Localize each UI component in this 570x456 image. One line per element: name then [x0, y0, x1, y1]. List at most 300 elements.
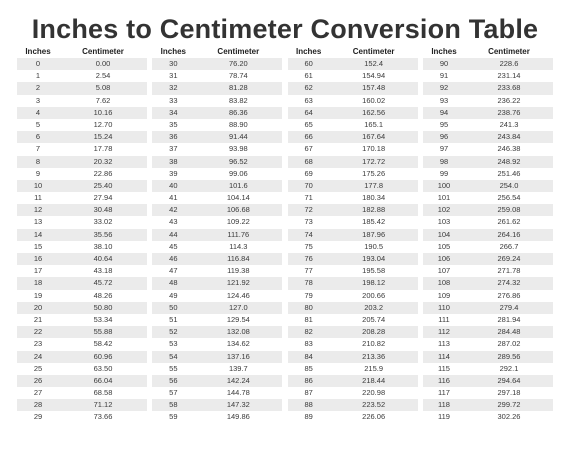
table-row [423, 338, 553, 350]
centimeter-cell: 25.40 [93, 180, 113, 190]
inches-cell: 47 [169, 266, 178, 276]
centimeter-cell: 22.86 [93, 168, 113, 178]
table-row [288, 399, 418, 411]
table-row [288, 180, 418, 192]
table-row [423, 302, 553, 314]
table-row [17, 107, 147, 119]
table-row [423, 180, 553, 192]
table-row [288, 338, 418, 350]
inches-cell: 119 [438, 412, 450, 422]
inches-cell: 117 [438, 388, 450, 398]
table-row [423, 411, 553, 423]
conversion-block [152, 46, 282, 438]
inches-cell: 18 [33, 278, 43, 288]
inches-cell: 84 [304, 351, 313, 361]
inches-cell: 14 [33, 229, 43, 239]
table-row [288, 70, 418, 82]
table-row [288, 290, 418, 302]
centimeter-cell: 119.38 [227, 266, 250, 276]
table-row [152, 95, 282, 107]
table-row [17, 277, 147, 289]
inches-cell: 7 [35, 144, 41, 154]
table-row [288, 265, 418, 277]
table-row [288, 277, 418, 289]
centimeter-cell: 193.04 [362, 254, 386, 263]
table-header-row [17, 46, 147, 58]
inches-cell: 31 [169, 71, 178, 81]
centimeter-cell: 220.98 [362, 388, 386, 398]
inches-cell: 118 [438, 400, 450, 410]
inches-cell: 24 [33, 351, 43, 361]
centimeter-cell: 109.22 [226, 217, 250, 227]
centimeter-cell: 68.58 [93, 388, 113, 398]
inches-cell: 61 [304, 71, 313, 81]
table-row [17, 131, 147, 143]
inches-cell: 5 [35, 119, 41, 129]
centimeter-cell: 134.62 [226, 339, 250, 349]
table-row [17, 302, 147, 314]
centimeter-cell: 167.64 [362, 132, 386, 142]
centimeter-cell: 154.94 [362, 71, 386, 81]
table-row [288, 351, 418, 363]
table-row [423, 399, 553, 411]
centimeter-cell: 223.52 [362, 400, 386, 410]
inches-cell: 52 [169, 327, 178, 337]
centimeter-cell: 20.32 [93, 156, 113, 166]
centimeter-cell: 93.98 [228, 144, 248, 154]
table-row [423, 119, 553, 131]
inches-cell: 105 [437, 241, 451, 251]
inches-cell: 64 [304, 107, 313, 117]
table-row [17, 229, 147, 241]
table-row [288, 253, 418, 265]
centimeter-cell: 101.6 [228, 180, 248, 190]
table-row [152, 387, 282, 399]
inches-cell: 80 [304, 302, 313, 312]
centimeter-cell: 266.7 [499, 241, 519, 251]
table-row [152, 399, 282, 411]
table-row [152, 192, 282, 204]
inches-cell: 40 [169, 180, 178, 190]
centimeter-cell: 233.68 [497, 83, 521, 93]
centimeter-cell: 132.08 [226, 327, 250, 337]
table-row [17, 58, 147, 70]
inches-cell: 107 [437, 266, 451, 276]
table-row [17, 70, 147, 82]
inches-cell: 76 [304, 254, 313, 263]
inches-cell: 82 [304, 327, 313, 337]
table-row [152, 326, 282, 338]
centimeter-cell: 203.2 [364, 302, 384, 312]
table-row [17, 168, 147, 180]
inches-header: Inches [25, 47, 51, 56]
table-row [423, 290, 553, 302]
table-row [423, 168, 553, 180]
centimeter-cell: 281.94 [497, 314, 521, 324]
table-row [17, 180, 147, 192]
inches-cell: 77 [304, 266, 313, 276]
table-header-row [423, 46, 553, 58]
inches-cell: 97 [439, 144, 449, 154]
inches-cell: 85 [304, 363, 313, 373]
centimeter-cell: 182.88 [362, 205, 386, 215]
inches-cell: 101 [437, 193, 451, 203]
centimeter-cell: 299.72 [497, 400, 521, 410]
centimeter-cell: 274.32 [497, 278, 521, 288]
inches-cell: 108 [437, 278, 451, 288]
table-row [152, 82, 282, 94]
inches-cell: 69 [304, 168, 313, 178]
inches-cell: 68 [304, 156, 313, 166]
inches-cell: 33 [169, 95, 178, 105]
table-row [152, 156, 282, 168]
centimeter-cell: 78.74 [228, 71, 248, 81]
centimeter-cell: 195.58 [362, 266, 386, 276]
inches-cell: 23 [33, 339, 43, 349]
inches-cell: 26 [33, 375, 43, 385]
centimeter-cell: 43.18 [93, 266, 113, 276]
inches-cell: 41 [169, 193, 178, 203]
inches-cell: 87 [304, 388, 313, 398]
centimeter-cell: 157.48 [362, 83, 386, 93]
table-row [423, 375, 553, 387]
centimeter-cell: 137.16 [226, 351, 250, 361]
centimeter-cell: 264.16 [497, 229, 521, 239]
centimeter-cell: 292.1 [499, 363, 519, 373]
table-row [423, 107, 553, 119]
centimeter-cell: 139.7 [228, 363, 248, 373]
inches-cell: 54 [169, 351, 178, 361]
table-row [423, 58, 553, 70]
table-row [152, 204, 282, 216]
centimeter-cell: 238.76 [497, 107, 521, 117]
centimeter-header: Centimeter [82, 47, 124, 56]
inches-cell: 17 [33, 266, 43, 276]
centimeter-cell: 236.22 [497, 95, 521, 105]
table-row [288, 411, 418, 423]
table-row [152, 265, 282, 277]
centimeter-cell: 50.80 [93, 302, 113, 312]
conversion-block [288, 46, 418, 438]
inches-cell: 109 [437, 290, 451, 300]
inches-cell: 42 [169, 205, 178, 215]
inches-cell: 114 [438, 351, 450, 361]
centimeter-cell: 302.26 [497, 412, 521, 422]
conversion-block [17, 46, 147, 438]
table-row [423, 70, 553, 82]
centimeter-cell: 226.06 [362, 412, 386, 422]
table-header-row [288, 46, 418, 58]
centimeter-header: Centimeter [488, 47, 530, 56]
table-row [17, 156, 147, 168]
conversion-tables [17, 46, 553, 438]
centimeter-cell: 187.96 [362, 229, 386, 239]
centimeter-cell: 66.04 [93, 375, 113, 385]
inches-cell: 2 [35, 83, 41, 93]
centimeter-cell: 10.16 [93, 107, 113, 117]
inches-cell: 113 [438, 339, 450, 349]
inches-cell: 32 [169, 83, 178, 93]
table-row [288, 95, 418, 107]
inches-header: Inches [295, 47, 322, 56]
centimeter-cell: 147.32 [226, 400, 250, 410]
inches-cell: 13 [33, 217, 43, 227]
centimeter-cell: 116.84 [227, 254, 250, 263]
conversion-block [423, 46, 553, 438]
inches-cell: 20 [33, 302, 43, 312]
centimeter-cell: 162.56 [362, 107, 386, 117]
table-row [288, 58, 418, 70]
centimeter-cell: 246.38 [497, 144, 521, 154]
centimeter-cell: 271.78 [497, 266, 521, 276]
table-row [288, 216, 418, 228]
table-row [423, 192, 553, 204]
inches-cell: 11 [34, 193, 42, 203]
centimeter-cell: 5.08 [95, 83, 111, 93]
centimeter-cell: 243.84 [497, 132, 521, 142]
table-row [17, 253, 147, 265]
inches-cell: 21 [33, 314, 43, 324]
inches-cell: 53 [169, 339, 178, 349]
centimeter-cell: 144.78 [226, 388, 250, 398]
page-title: Inches to Centimeter Conversion Table [31, 14, 539, 44]
centimeter-cell: 73.66 [93, 412, 113, 422]
table-row [152, 241, 282, 253]
centimeter-cell: 248.92 [497, 156, 521, 166]
centimeter-cell: 40.64 [93, 254, 113, 263]
table-row [17, 95, 147, 107]
centimeter-cell: 218.44 [362, 375, 386, 385]
inches-header: Inches [431, 47, 457, 56]
centimeter-cell: 231.14 [497, 71, 521, 81]
inches-cell: 39 [169, 168, 178, 178]
centimeter-cell: 76.20 [228, 59, 248, 68]
table-row [423, 363, 553, 375]
table-row [288, 143, 418, 155]
table-row [17, 204, 147, 216]
centimeter-cell: 289.56 [497, 351, 521, 361]
centimeter-cell: 142.24 [226, 375, 250, 385]
centimeter-cell: 81.28 [228, 83, 248, 93]
table-row [17, 399, 147, 411]
centimeter-cell: 279.4 [499, 302, 519, 312]
centimeter-cell: 124.46 [226, 290, 250, 300]
centimeter-cell: 83.82 [228, 95, 248, 105]
inches-cell: 94 [439, 107, 449, 117]
inches-cell: 74 [304, 229, 313, 239]
table-row [152, 363, 282, 375]
centimeter-cell: 205.74 [362, 314, 386, 324]
table-row [288, 192, 418, 204]
centimeter-cell: 15.24 [93, 132, 113, 142]
inches-cell: 63 [304, 95, 313, 105]
inches-cell: 28 [33, 400, 43, 410]
inches-cell: 92 [439, 83, 449, 93]
table-row [423, 216, 553, 228]
table-row [17, 192, 147, 204]
inches-cell: 57 [169, 388, 178, 398]
table-row [288, 168, 418, 180]
inches-cell: 9 [35, 168, 41, 178]
table-row [152, 277, 282, 289]
centimeter-cell: 127.0 [228, 302, 248, 312]
inches-cell: 79 [304, 290, 313, 300]
centimeter-cell: 55.88 [93, 327, 113, 337]
centimeter-cell: 251.46 [497, 168, 521, 178]
table-row [17, 326, 147, 338]
table-row [288, 119, 418, 131]
table-row [152, 70, 282, 82]
table-row [288, 375, 418, 387]
table-row [17, 314, 147, 326]
centimeter-header: Centimeter [217, 47, 260, 56]
inches-cell: 103 [437, 217, 451, 227]
table-row [152, 411, 282, 423]
centimeter-cell: 53.34 [93, 314, 113, 324]
table-row [17, 265, 147, 277]
inches-cell: 110 [438, 302, 450, 312]
centimeter-cell: 210.82 [362, 339, 386, 349]
centimeter-cell: 175.26 [362, 168, 386, 178]
table-row [152, 107, 282, 119]
table-row [423, 326, 553, 338]
inches-cell: 95 [439, 119, 449, 129]
centimeter-cell: 30.48 [93, 205, 113, 215]
table-row [288, 314, 418, 326]
inches-cell: 115 [438, 363, 450, 373]
inches-cell: 3 [35, 95, 41, 105]
inches-cell: 38 [169, 156, 178, 166]
inches-cell: 89 [304, 412, 313, 422]
centimeter-cell: 63.50 [93, 363, 113, 373]
inches-cell: 4 [35, 107, 41, 117]
inches-cell: 106 [437, 254, 451, 263]
table-row [423, 253, 553, 265]
table-row [17, 387, 147, 399]
inches-cell: 75 [304, 241, 313, 251]
table-row [17, 143, 147, 155]
inches-cell: 88 [304, 400, 313, 410]
table-row [288, 82, 418, 94]
centimeter-cell: 111.76 [227, 229, 250, 239]
table-row [152, 180, 282, 192]
inches-cell: 96 [439, 132, 449, 142]
centimeter-header: Centimeter [352, 47, 395, 56]
inches-cell: 29 [33, 412, 43, 422]
centimeter-cell: 106.68 [226, 205, 250, 215]
centimeter-cell: 86.36 [228, 107, 248, 117]
inches-cell: 99 [439, 168, 449, 178]
inches-cell: 25 [33, 363, 43, 373]
inches-cell: 50 [169, 302, 178, 312]
table-row [17, 363, 147, 375]
inches-cell: 22 [33, 327, 43, 337]
centimeter-cell: 200.66 [362, 290, 386, 300]
centimeter-cell: 45.72 [93, 278, 113, 288]
inches-cell: 90 [439, 59, 449, 68]
inches-cell: 10 [33, 180, 43, 190]
centimeter-cell: 104.14 [226, 193, 250, 203]
inches-cell: 19 [33, 290, 43, 300]
inches-cell: 1 [35, 71, 41, 81]
centimeter-cell: 213.36 [362, 351, 386, 361]
table-row [423, 351, 553, 363]
table-row [423, 265, 553, 277]
inches-cell: 59 [169, 412, 178, 422]
inches-cell: 56 [169, 375, 178, 385]
inches-cell: 46 [169, 254, 178, 263]
inches-cell: 35 [169, 119, 178, 129]
centimeter-cell: 152.4 [364, 59, 384, 68]
inches-cell: 58 [169, 400, 178, 410]
table-row [152, 302, 282, 314]
inches-cell: 48 [169, 278, 178, 288]
centimeter-cell: 208.28 [362, 327, 386, 337]
inches-cell: 71 [304, 193, 313, 203]
centimeter-cell: 33.02 [93, 217, 113, 227]
table-row [152, 338, 282, 350]
inches-cell: 104 [437, 229, 451, 239]
centimeter-cell: 60.96 [93, 351, 113, 361]
inches-cell: 86 [304, 375, 313, 385]
table-row [152, 58, 282, 70]
centimeter-cell: 121.92 [226, 278, 250, 288]
table-row [288, 302, 418, 314]
inches-cell: 83 [304, 339, 313, 349]
centimeter-cell: 2.54 [95, 71, 111, 81]
inches-cell: 45 [169, 241, 178, 251]
centimeter-cell: 198.12 [362, 278, 386, 288]
inches-cell: 102 [437, 205, 451, 215]
centimeter-cell: 256.54 [497, 193, 521, 203]
centimeter-cell: 88.90 [228, 119, 248, 129]
table-row [152, 351, 282, 363]
inches-cell: 73 [304, 217, 313, 227]
inches-cell: 112 [438, 327, 450, 337]
table-row [17, 375, 147, 387]
centimeter-cell: 27.94 [93, 193, 113, 203]
table-row [17, 241, 147, 253]
inches-cell: 44 [169, 229, 178, 239]
centimeter-cell: 170.18 [362, 144, 386, 154]
centimeter-cell: 180.34 [362, 193, 386, 203]
table-row [17, 351, 147, 363]
inches-cell: 91 [439, 71, 449, 81]
table-row [17, 216, 147, 228]
table-row [423, 95, 553, 107]
centimeter-cell: 48.26 [93, 290, 113, 300]
table-row [152, 168, 282, 180]
inches-cell: 60 [304, 59, 313, 68]
table-row [152, 119, 282, 131]
table-row [152, 375, 282, 387]
table-row [423, 204, 553, 216]
centimeter-cell: 58.42 [93, 339, 113, 349]
inches-header: Inches [160, 47, 186, 56]
centimeter-cell: 12.70 [93, 119, 113, 129]
inches-cell: 81 [304, 314, 313, 324]
inches-cell: 67 [304, 144, 313, 154]
centimeter-cell: 190.5 [364, 241, 384, 251]
table-row [152, 290, 282, 302]
table-row [17, 338, 147, 350]
table-row [152, 314, 282, 326]
inches-cell: 6 [35, 132, 41, 142]
inches-cell: 111 [438, 314, 450, 324]
centimeter-cell: 241.3 [499, 119, 519, 129]
table-row [288, 363, 418, 375]
table-row [152, 229, 282, 241]
